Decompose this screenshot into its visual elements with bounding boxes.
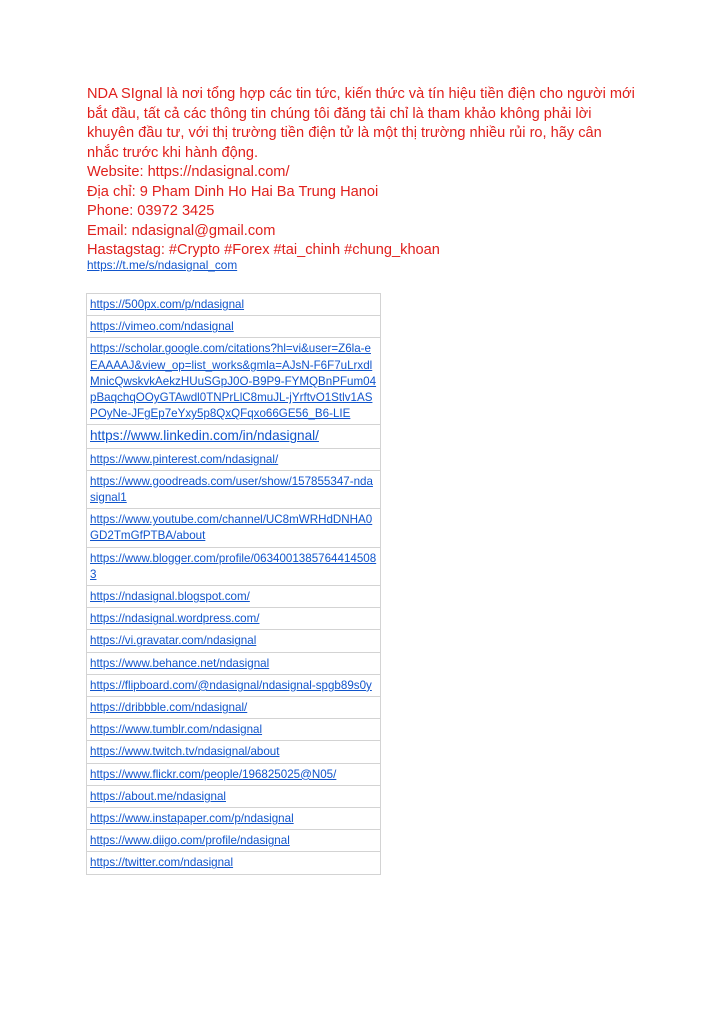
- link-youtube[interactable]: https://www.youtube.com/channel/UC8mWRHdDNHA0GD2TmGfPTBA/about: [90, 513, 373, 543]
- link-blogspot[interactable]: https://ndasignal.blogspot.com/: [90, 590, 250, 604]
- link-twitter[interactable]: https://twitter.com/ndasignal: [90, 856, 234, 870]
- table-row: [87, 652, 381, 674]
- table-row: [87, 294, 381, 316]
- link-gravatar[interactable]: https://vi.gravatar.com/ndasignal: [90, 634, 257, 648]
- link-wordpress[interactable]: https://ndasignal.wordpress.com/: [90, 612, 260, 626]
- phone-line: Phone: 03972 3425: [87, 203, 215, 219]
- link-google-scholar[interactable]: https://scholar.google.com/citations?hl=vi&user=Z6la-eEAAAAJ&view_op=list_works&gmla=AJsN-F6F7uLrxdlMnicQwskvkAekzHUuSGpJ0O-B9P9-FYMQBnPFum04pBaqchqOOyGTAwdl0TNPrLlC8muJL-jYrftvO1Stlv1ASPOyNe-JFgEp7eYxy5p8QxQFqxo66GE56_B6-LIE: [90, 342, 377, 421]
- table-row: [87, 630, 381, 652]
- table-cell: [87, 741, 381, 763]
- table-cell: [87, 425, 381, 448]
- table-cell: [87, 294, 381, 316]
- link-instapaper[interactable]: https://www.instapaper.com/p/ndasignal: [90, 812, 294, 826]
- table-cell: [87, 509, 381, 547]
- link-blogger[interactable]: https://www.blogger.com/profile/06340013857644145083: [90, 551, 377, 581]
- table-row: [87, 697, 381, 719]
- table-cell: [87, 785, 381, 807]
- table-cell: [87, 852, 381, 874]
- table-cell: [87, 448, 381, 470]
- table-row: [87, 425, 381, 448]
- link-pinterest[interactable]: https://www.pinterest.com/ndasignal/: [90, 452, 279, 466]
- table-cell: [87, 674, 381, 696]
- intro-line: NDA SIgnal là nơi tổng hợp các tin tức, kiến thức và tín hiệu tiền điện cho người mới: [87, 86, 635, 102]
- table-row: [87, 338, 381, 425]
- link-500px[interactable]: https://500px.com/p/ndasignal: [90, 298, 245, 311]
- table-cell: [87, 652, 381, 674]
- link-flipboard[interactable]: https://flipboard.com/@ndasignal/ndasignal-spgb89s0y: [90, 678, 372, 692]
- telegram-link[interactable]: https://t.me/s/ndasignal_com: [87, 258, 238, 272]
- link-behance[interactable]: https://www.behance.net/ndasignal: [90, 656, 270, 670]
- intro-line: nhắc trước khi hành động.: [87, 144, 259, 161]
- link-goodreads[interactable]: https://www.goodreads.com/user/show/157855347-ndasignal1: [90, 474, 373, 505]
- link-twitch[interactable]: https://www.twitch.tv/ndasignal/about: [90, 745, 280, 759]
- link-dribbble[interactable]: https://dribbble.com/ndasignal/: [90, 701, 248, 715]
- email-line: Email: ndasignal@gmail.com: [87, 222, 276, 239]
- table-cell: [87, 608, 381, 630]
- table-row: [87, 741, 381, 763]
- table-row: [87, 785, 381, 807]
- table-row: [87, 830, 381, 852]
- table-cell: [87, 470, 381, 508]
- table-cell: [87, 316, 381, 338]
- table-row: [87, 448, 381, 470]
- website-line: Website: https://ndasignal.com/: [87, 164, 290, 180]
- link-flickr[interactable]: https://www.flickr.com/people/196825025@N05/: [90, 767, 337, 781]
- links-table: [86, 293, 381, 875]
- table-row: [87, 547, 381, 585]
- link-diigo[interactable]: https://www.diigo.com/profile/ndasignal: [90, 834, 290, 848]
- table-row: [87, 674, 381, 696]
- table-row: [87, 808, 381, 830]
- table-cell: [87, 547, 381, 585]
- table-row: [87, 608, 381, 630]
- table-row: [87, 586, 381, 608]
- table-row: [87, 763, 381, 785]
- table-cell: [87, 630, 381, 652]
- table-row: [87, 509, 381, 547]
- table-cell: [87, 586, 381, 608]
- link-linkedin[interactable]: https://www.linkedin.com/in/ndasignal/: [90, 428, 319, 444]
- link-tumblr[interactable]: https://www.tumblr.com/ndasignal: [90, 723, 263, 737]
- table-cell: [87, 338, 381, 425]
- table-cell: [87, 697, 381, 719]
- link-vimeo[interactable]: https://vimeo.com/ndasignal: [90, 320, 234, 334]
- table-row: [87, 316, 381, 338]
- table-cell: [87, 719, 381, 741]
- intro-text: [87, 85, 647, 261]
- address-line: Địa chỉ: 9 Pham Dinh Ho Hai Ba Trung Hanoi: [87, 183, 379, 200]
- intro-line: khuyên đầu tư, với thị trường tiền điện tử là một thị trường nhiều rủi ro, hãy cân: [87, 125, 602, 141]
- table-row: [87, 470, 381, 508]
- table-cell: [87, 808, 381, 830]
- table-row: [87, 852, 381, 874]
- hashtag-line: Hastagstag: #Crypto #Forex #tai_chinh #chung_khoan: [87, 242, 440, 258]
- link-about-me[interactable]: https://about.me/ndasignal: [90, 789, 226, 803]
- table-cell: [87, 763, 381, 785]
- table-cell: [87, 830, 381, 852]
- table-row: [87, 719, 381, 741]
- intro-line: bắt đầu, tất cả các thông tin chúng tôi đăng tải chỉ là tham khảo không phải lời: [87, 105, 592, 122]
